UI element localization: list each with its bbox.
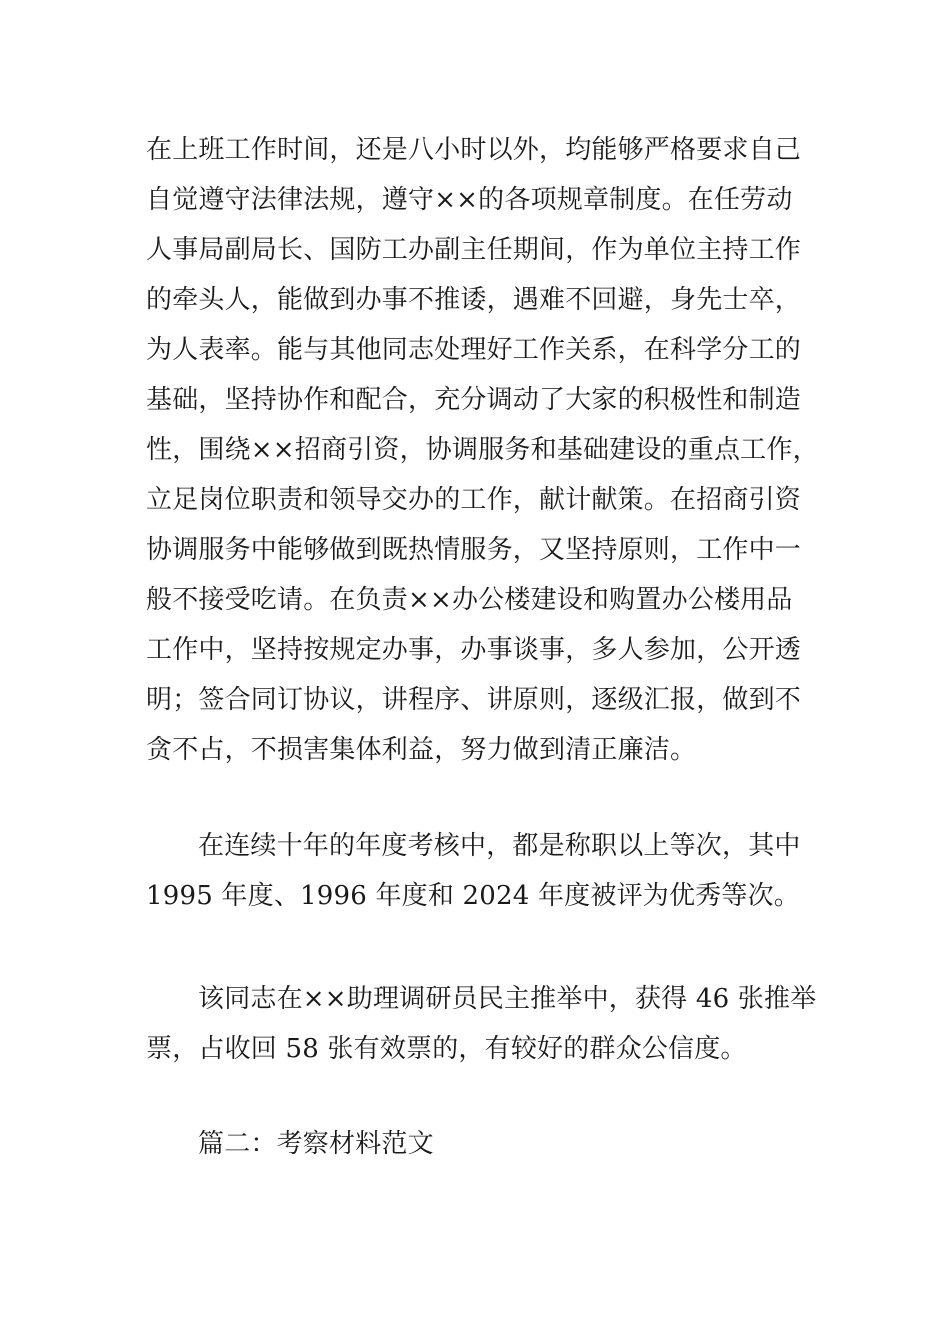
text-line: 贪不占，不损害集体利益，努力做到清正廉洁。: [146, 735, 697, 765]
text-line: 该同志在××助理调研员民主推举中，获得 46 张推举: [198, 984, 817, 1014]
text-line: 基础，坚持协作和配合，充分调动了大家的积极性和制造: [146, 385, 802, 415]
text-line: 的牵头人，能做到办事不推诿，遇难不回避，身先士卒，: [146, 285, 802, 315]
text-line: 协调服务中能够做到既热情服务，又坚持原则，工作中一: [146, 535, 802, 565]
text-line: 性，围绕××招商引资，协调服务和基础建设的重点工作，: [146, 435, 819, 465]
text-line: 1995 年度、1996 年度和 2024 年度被评为优秀等次。: [146, 881, 800, 911]
text-line: 般不接受吃请。在负责××办公楼建设和购置办公楼用品: [146, 585, 793, 615]
text-line: 自觉遵守法律法规，遵守××的各项规章制度。在任劳动: [146, 185, 793, 215]
text-line: 明；签合同订协议，讲程序、讲原则，逐级汇报，做到不: [146, 685, 802, 715]
text-line: 在上班工作时间，还是八小时以外，均能够严格要求自己: [146, 135, 802, 165]
text-line: 工作中，坚持按规定办事，办事谈事，多人参加，公开透: [146, 635, 802, 665]
section-heading: 篇二：考察材料范文: [198, 1129, 434, 1159]
text-line: 立足岗位职责和领导交办的工作，献计献策。在招商引资: [146, 485, 802, 515]
text-line: 票，占收回 58 张有效票的，有较好的群众公信度。: [146, 1034, 747, 1064]
text-line: 在连续十年的年度考核中，都是称职以上等次，其中: [198, 831, 801, 861]
text-line: 人事局副局长、国防工办副主任期间，作为单位主持工作: [146, 235, 802, 265]
text-line: 为人表率。能与其他同志处理好工作关系，在科学分工的: [146, 335, 802, 365]
